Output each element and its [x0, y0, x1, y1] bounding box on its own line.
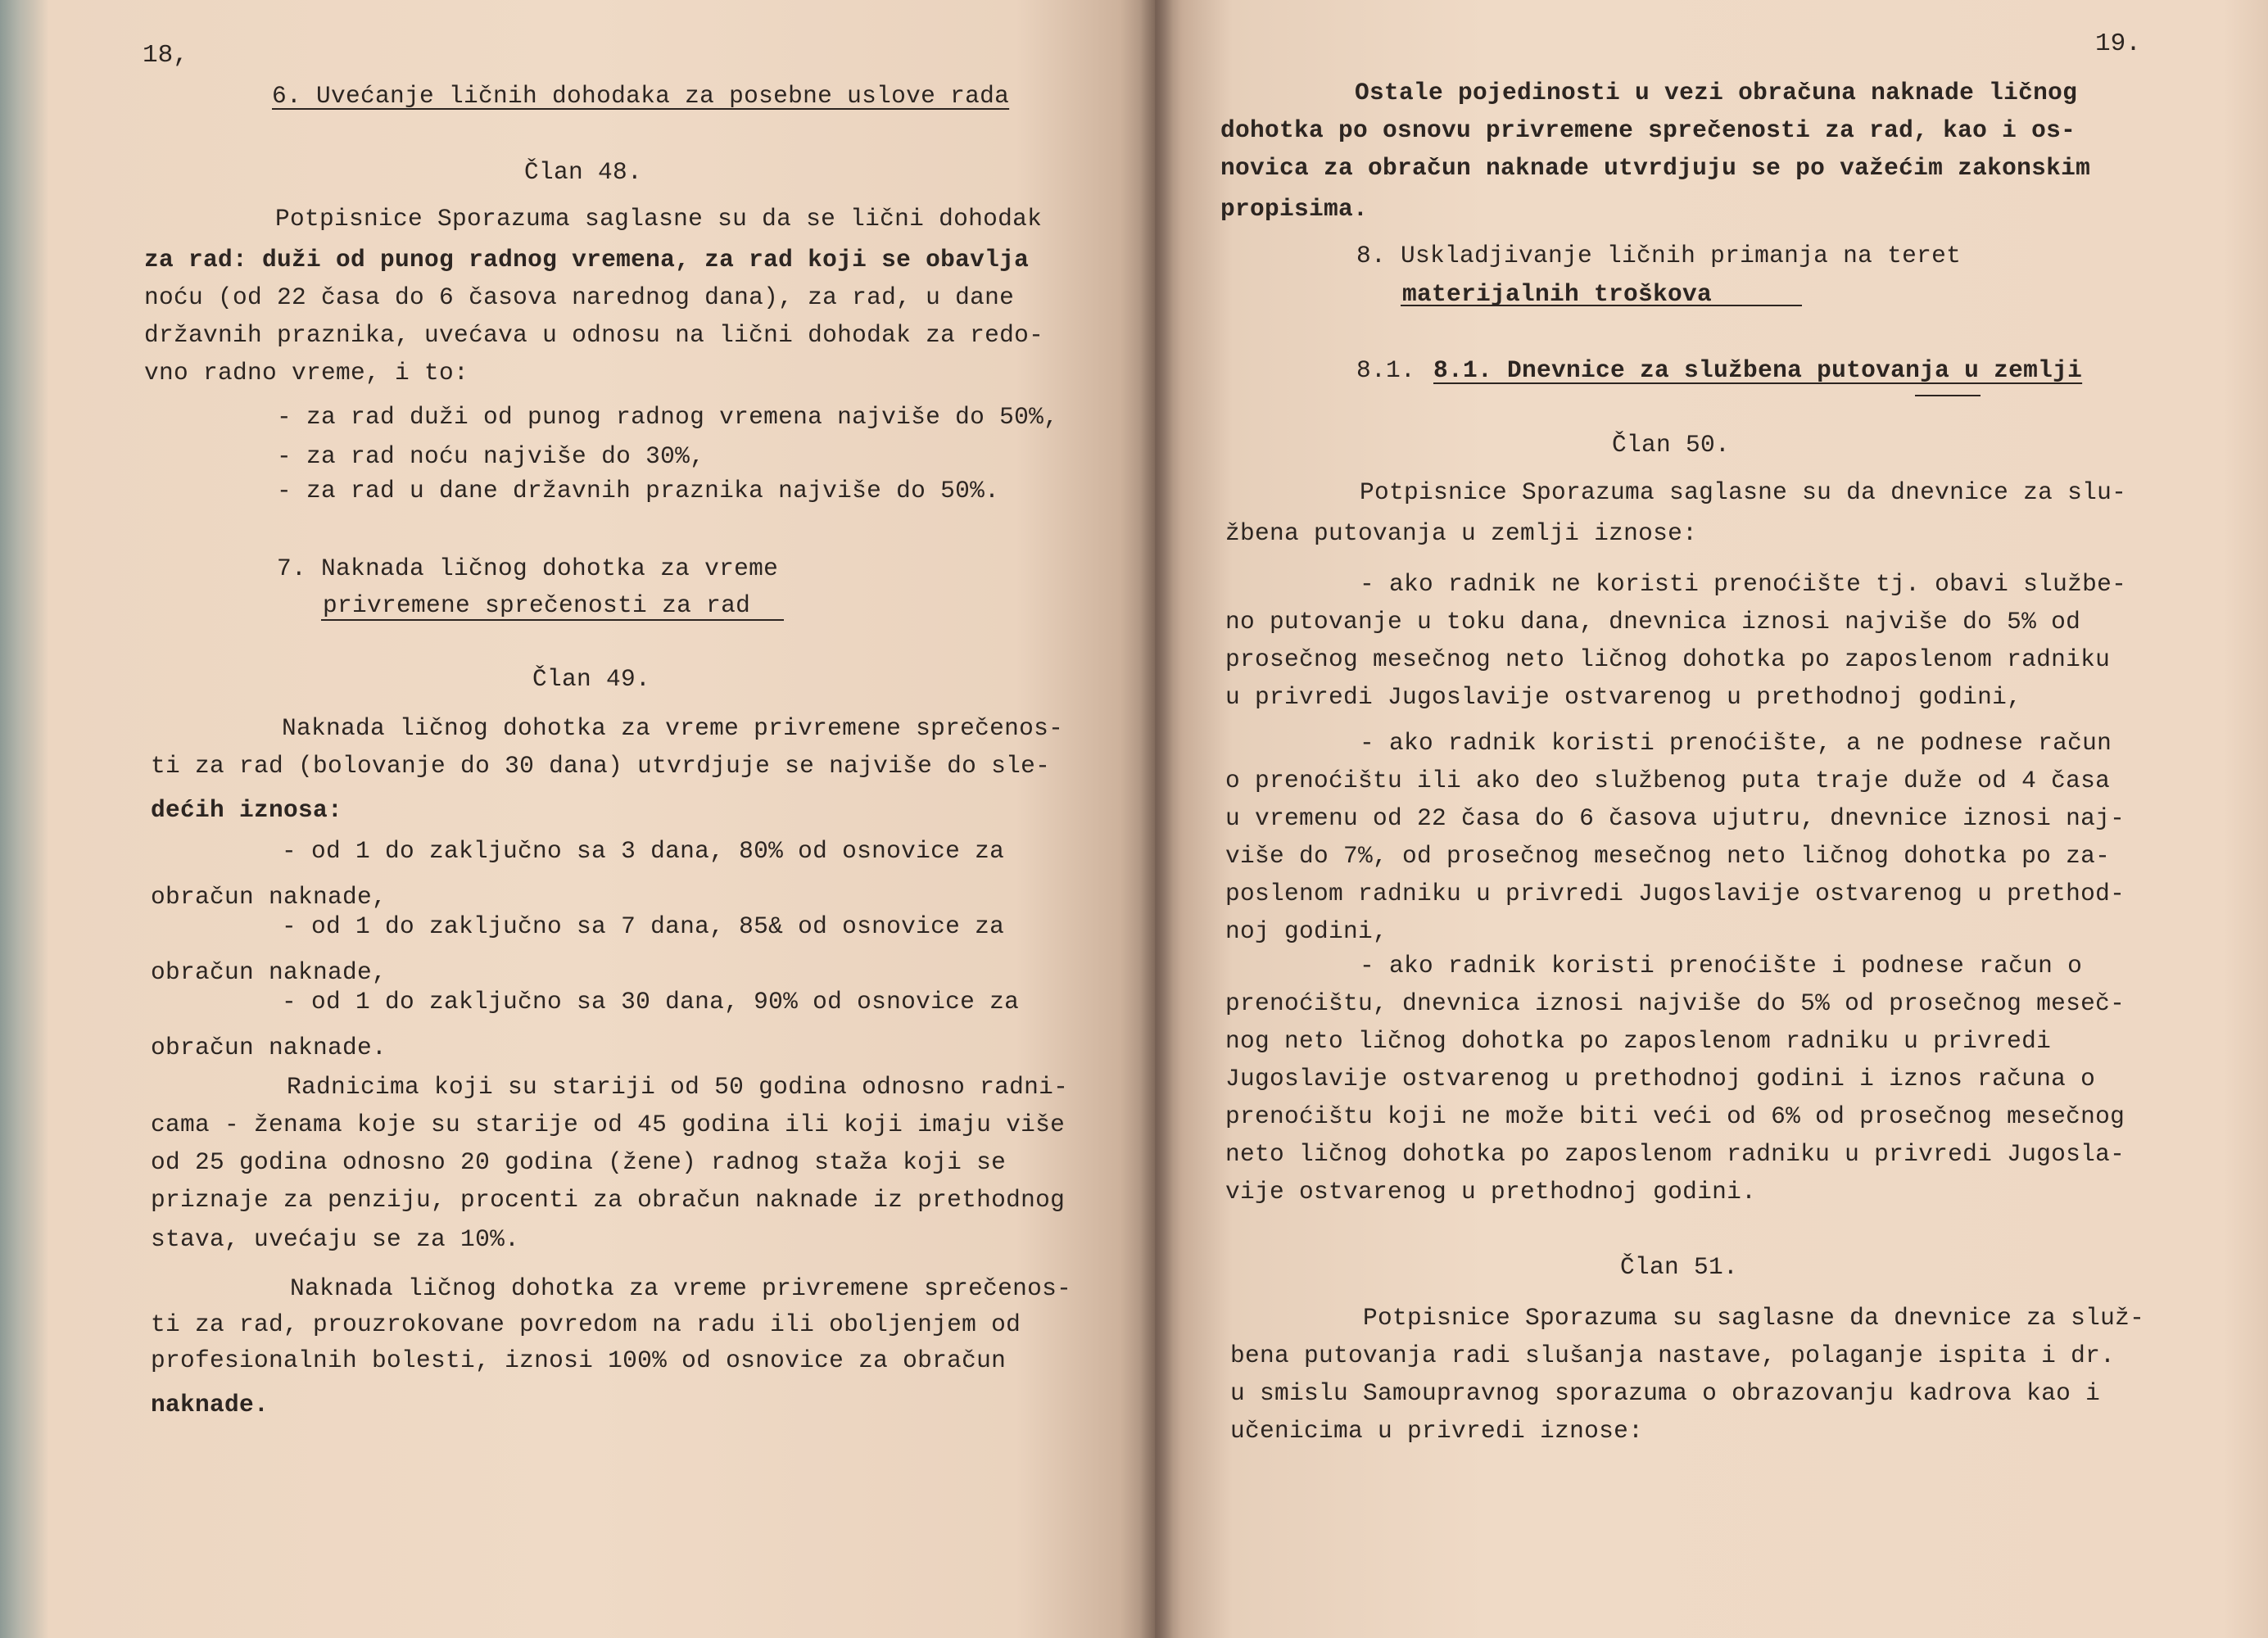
section-8-heading-line1: 8. Uskladjivanje ličnih primanja na teret	[1356, 242, 1962, 269]
text-line: prosečnog mesečnog neto ličnog dohotka po zaposlenom radniku	[1225, 645, 2111, 673]
text-line: - ako radnik koristi prenoćište i podnese račun o	[1360, 952, 2083, 980]
text-line: no putovanje u toku dana, dnevnica iznosi najviše do 5% od	[1225, 608, 2081, 636]
list-item: - za rad noću najviše do 30%,	[277, 442, 705, 470]
text-line: naknade.	[151, 1391, 269, 1419]
text-line: Radnicima koji su stariji od 50 godina odnosno radni-	[287, 1073, 1069, 1101]
text-line: ti za rad, prouzrokovane povredom na radu ili oboljenjem od	[151, 1310, 1021, 1338]
text-line: Naknada ličnog dohotka za vreme privremene sprečenos-	[290, 1274, 1072, 1302]
right-page	[1155, 0, 2268, 1638]
margin-dash	[1915, 395, 1981, 396]
text-line: državnih praznika, uvećava u odnosu na lični dohodak za redo-	[144, 321, 1044, 349]
text-line: noću (od 22 časa do 6 časova narednog dana), za rad, u dane	[144, 283, 1015, 311]
text-line: Ostale pojedinosti u vezi obračuna naknade ličnog	[1355, 79, 2078, 106]
text-line: propisima.	[1220, 195, 1369, 223]
text-line: nog neto ličnog dohotka po zaposlenom radniku u privredi	[1225, 1027, 2052, 1055]
text-line: u vremenu od 22 časa do 6 časova ujutru, dnevnice iznosi naj-	[1225, 804, 2125, 832]
text-line: vije ostvarenog u prethodnoj godini.	[1225, 1178, 1757, 1206]
section-8-1-heading-number: 8.1.	[1356, 356, 1416, 384]
text-line: Jugoslavije ostvarenog u prethodnoj godini i iznos računa o	[1225, 1065, 2096, 1093]
section-7-heading-line1: 7. Naknada ličnog dohotka za vreme	[277, 554, 779, 582]
text-line: Naknada ličnog dohotka za vreme privremene sprečenos-	[282, 714, 1064, 742]
text-line: dohotka po osnovu privremene sprečenosti za rad, kao i os-	[1220, 116, 2076, 144]
text-line: poslenom radniku u privredi Jugoslavije ostvarenog u prethod-	[1225, 880, 2125, 907]
text-line: dećih iznosa:	[151, 796, 343, 824]
book-gutter	[1140, 0, 1173, 1638]
page-number: 19.	[2095, 29, 2141, 58]
list-item: - od 1 do zaključno sa 3 dana, 80% od osnovice za	[282, 837, 1005, 865]
text-line: Potpisnice Sporazuma su saglasne da dnevnice za služ-	[1363, 1304, 2145, 1332]
text-line: - ako radnik ne koristi prenoćište tj. obavi službe-	[1360, 570, 2127, 598]
text-line: prenoćištu koji ne može biti veći od 6% od prosečnog mesečnog	[1225, 1102, 2125, 1130]
article-49-heading: Član 49.	[532, 665, 651, 693]
list-item: - za rad duži od punog radnog vremena najviše do 50%,	[277, 403, 1059, 431]
list-item: - od 1 do zaključno sa 7 dana, 85& od osnovice za	[282, 912, 1005, 940]
text-line: ti za rad (bolovanje do 30 dana) utvrdjuje se najviše do sle-	[151, 752, 1051, 780]
text-line: Potpisnice Sporazuma saglasne su da se lični dohodak	[275, 205, 1043, 233]
text-line: bena putovanja radi slušanja nastave, polaganje ispita i dr.	[1230, 1342, 2116, 1369]
list-item-continuation: obračun naknade,	[151, 958, 387, 986]
text-line: vno radno vreme, i to:	[144, 359, 469, 387]
text-line: o prenoćištu ili ako deo službenog puta traje duže od 4 časa	[1225, 767, 2111, 794]
section-7-heading-line2: privremene sprečenosti za rad	[323, 591, 751, 619]
section-8-heading-line2: materijalnih troškova	[1402, 280, 1713, 308]
text-line: više do 7%, od prosečnog mesečnog neto ličnog dohotka po za-	[1225, 842, 2111, 870]
list-item: - za rad u dane državnih praznika najviše do 50%.	[277, 477, 1000, 505]
text-line: prenoćištu, dnevnica iznosi najviše do 5% od prosečnog meseč-	[1225, 989, 2125, 1017]
page-edge-strip	[0, 0, 49, 1638]
list-item: - od 1 do zaključno sa 30 dana, 90% od osnovice za	[282, 988, 1020, 1016]
section-8-1-heading: 8.1. Dnevnice za službena putovanja u zemlji	[1433, 356, 2083, 384]
text-line: neto ličnog dohotka po zaposlenom radniku u privredi Jugosla-	[1225, 1140, 2125, 1168]
text-line: priznaje za penziju, procenti za obračun naknade iz prethodnog	[151, 1186, 1066, 1214]
section-8-underline	[1401, 305, 1802, 306]
text-line: Potpisnice Sporazuma saglasne su da dnevnice za slu-	[1360, 478, 2127, 506]
section-7-underline	[321, 619, 784, 621]
text-line: u privredi Jugoslavije ostvarenog u prethodnoj godini,	[1225, 683, 2022, 711]
article-51-heading: Član 51.	[1620, 1253, 1739, 1281]
text-line: - ako radnik koristi prenoćište, a ne podnese račun	[1360, 729, 2112, 757]
text-line: žbena putovanja u zemlji iznose:	[1225, 519, 1698, 547]
article-50-heading: Član 50.	[1612, 431, 1731, 459]
text-line: novica za obračun naknade utvrdjuju se po važećim zakonskim	[1220, 154, 2091, 182]
text-line: u smislu Samoupravnog sporazuma o obrazovanju kadrova kao i	[1230, 1379, 2101, 1407]
text-line: noj godini,	[1225, 917, 1388, 945]
list-item-continuation: obračun naknade,	[151, 883, 387, 911]
text-line: profesionalnih bolesti, iznosi 100% od osnovice za obračun	[151, 1346, 1007, 1374]
text-line: učenicima u privredi iznose:	[1230, 1417, 1644, 1445]
article-48-heading: Član 48.	[524, 158, 643, 186]
text-line: cama - ženama koje su starije od 45 godina ili koji imaju više	[151, 1111, 1066, 1138]
page-number: 18,	[143, 41, 188, 70]
text-line: za rad: duži od punog radnog vremena, za rad koji se obavlja	[144, 246, 1030, 274]
text-line: stava, uvećaju se za 10%.	[151, 1225, 520, 1253]
section-6-heading: 6. Uvećanje ličnih dohodaka za posebne uslove rada	[272, 82, 1010, 110]
text-line: od 25 godina odnosno 20 godina (žene) radnog staža koji se	[151, 1148, 1007, 1176]
list-item-continuation: obračun naknade.	[151, 1034, 387, 1061]
